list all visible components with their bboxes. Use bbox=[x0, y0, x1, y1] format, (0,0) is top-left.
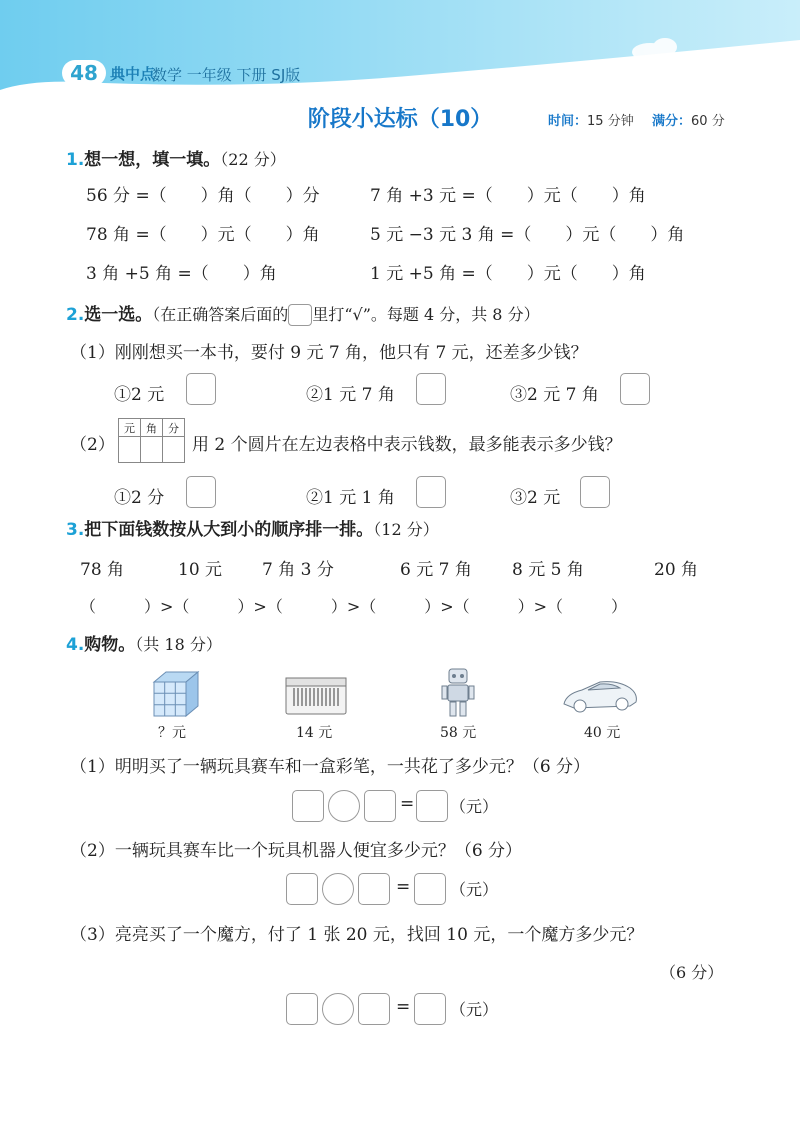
q2-sub2-opt2-box[interactable] bbox=[416, 476, 446, 508]
q2-sub1-opt1: ①2 元 bbox=[114, 385, 165, 405]
q2-sub1-opt2-box[interactable] bbox=[416, 373, 446, 405]
q2-sub1-opt2: ②1 元 7 角 bbox=[306, 385, 395, 405]
time-info: 时间：15 分钟 bbox=[548, 114, 634, 129]
q4-sub3-box-b[interactable] bbox=[358, 993, 390, 1025]
q4-sub1-box-b[interactable] bbox=[364, 790, 396, 822]
q3-amount-4: 6 元 7 角 bbox=[400, 560, 472, 580]
q4-sub2-box-a[interactable] bbox=[286, 873, 318, 905]
publisher-logo: 典中点 bbox=[110, 65, 156, 83]
score-info: 满分：60 分 bbox=[652, 114, 725, 129]
equals-sign: = bbox=[396, 997, 411, 1017]
q3-amount-6: 20 角 bbox=[654, 560, 699, 580]
unit-label: （元） bbox=[450, 797, 499, 816]
q2-sub2: 用 2 个圆片在左边表格中表示钱数，最多能表示多少钱？ bbox=[192, 435, 622, 455]
q1-row3-left: 3 角 +5 角 =（ ）角 bbox=[86, 264, 277, 284]
q4-sub1: （1）明明买了一辆玩具赛车和一盒彩笔，一共花了多少元？（6 分） bbox=[70, 757, 591, 777]
q1-row2-left: 78 角 =（ ）元（ ）角 bbox=[86, 225, 320, 245]
book-title: 数学 一年级 下册 SJ版 bbox=[152, 66, 301, 84]
price-robot: 58 元 bbox=[440, 725, 477, 741]
q3-amount-1: 78 角 bbox=[80, 560, 125, 580]
q4-sub1-box-a[interactable] bbox=[292, 790, 324, 822]
q3-amount-3: 7 角 3 分 bbox=[262, 560, 334, 580]
rubiks-cube-icon bbox=[150, 668, 202, 720]
q4-sub3-note: （6 分） bbox=[660, 963, 724, 982]
unit-label: （元） bbox=[450, 880, 499, 899]
q1-row2-right: 5 元 −3 元 3 角 =（ ）元（ ）角 bbox=[370, 225, 685, 245]
q2-sub2-opt1: ①2 分 bbox=[114, 488, 165, 508]
q4-sub3-answer-box[interactable] bbox=[414, 993, 446, 1025]
page-title: 阶段小达标（10） bbox=[307, 107, 493, 132]
page-number: 48 bbox=[62, 60, 106, 86]
q3-amount-2: 10 元 bbox=[178, 560, 223, 580]
q4-sub2-operator-circle[interactable] bbox=[322, 873, 354, 905]
toy-race-car-icon bbox=[560, 674, 640, 716]
money-place-table: 元 角 分 bbox=[118, 418, 185, 463]
q2-sub1-opt3-box[interactable] bbox=[620, 373, 650, 405]
q2-sub1: （1）刚刚想买一本书，要付 9 元 7 角，他只有 7 元，还差多少钱？ bbox=[70, 343, 588, 363]
q1-row1-left: 56 分 =（ ）角（ ）分 bbox=[86, 186, 320, 206]
q2-sub2-opt3-box[interactable] bbox=[580, 476, 610, 508]
equals-sign: = bbox=[396, 877, 411, 897]
q1-row1-right: 7 角 +3 元 =（ ）元（ ）角 bbox=[370, 186, 646, 206]
toy-robot-icon bbox=[440, 665, 476, 721]
q4-sub2-answer-box[interactable] bbox=[414, 873, 446, 905]
q1-row3-right: 1 元 +5 角 =（ ）元（ ）角 bbox=[370, 264, 646, 284]
q2-sub2-opt1-box[interactable] bbox=[186, 476, 216, 508]
q2-sub2-opt2: ②1 元 1 角 bbox=[306, 488, 395, 508]
q2-sub2-opt3: ③2 元 bbox=[510, 488, 561, 508]
q4-sub1-answer-box[interactable] bbox=[416, 790, 448, 822]
checkbox-sample bbox=[288, 304, 312, 326]
q3-amount-5: 8 元 5 角 bbox=[512, 560, 584, 580]
price-crayons: 14 元 bbox=[296, 725, 333, 741]
q4-sub1-operator-circle[interactable] bbox=[328, 790, 360, 822]
equals-sign: = bbox=[400, 794, 415, 814]
q4-sub2-box-b[interactable] bbox=[358, 873, 390, 905]
crayon-box-icon bbox=[284, 676, 348, 716]
q4-sub2: （2）一辆玩具赛车比一个玩具机器人便宜多少元？（6 分） bbox=[70, 841, 523, 861]
price-race-car: 40 元 bbox=[584, 725, 621, 741]
q3-order-line: （ ）>（ ）>（ ）>（ ）>（ ）>（ ） bbox=[80, 597, 628, 616]
q4-sub3: （3）亮亮买了一个魔方，付了 1 张 20 元，找回 10 元，一个魔方多少元？ bbox=[70, 925, 644, 945]
q1-heading: 1.想一想，填一填。（22 分） bbox=[66, 150, 286, 170]
q3-heading: 3.把下面钱数按从大到小的顺序排一排。（12 分） bbox=[66, 520, 439, 540]
q4-sub3-box-a[interactable] bbox=[286, 993, 318, 1025]
q2-sub1-opt1-box[interactable] bbox=[186, 373, 216, 405]
q4-heading: 4.购物。（共 18 分） bbox=[66, 635, 222, 655]
price-cube: ？元 bbox=[158, 725, 186, 741]
q2-sub1-opt3: ③2 元 7 角 bbox=[510, 385, 599, 405]
unit-label: （元） bbox=[450, 1000, 499, 1019]
q2-heading: 2.选一选。（在正确答案后面的 里打“√”。每题 4 分，共 8 分） bbox=[66, 305, 540, 325]
q4-sub3-operator-circle[interactable] bbox=[322, 993, 354, 1025]
q2-sub2-prefix: （2） bbox=[70, 435, 115, 455]
